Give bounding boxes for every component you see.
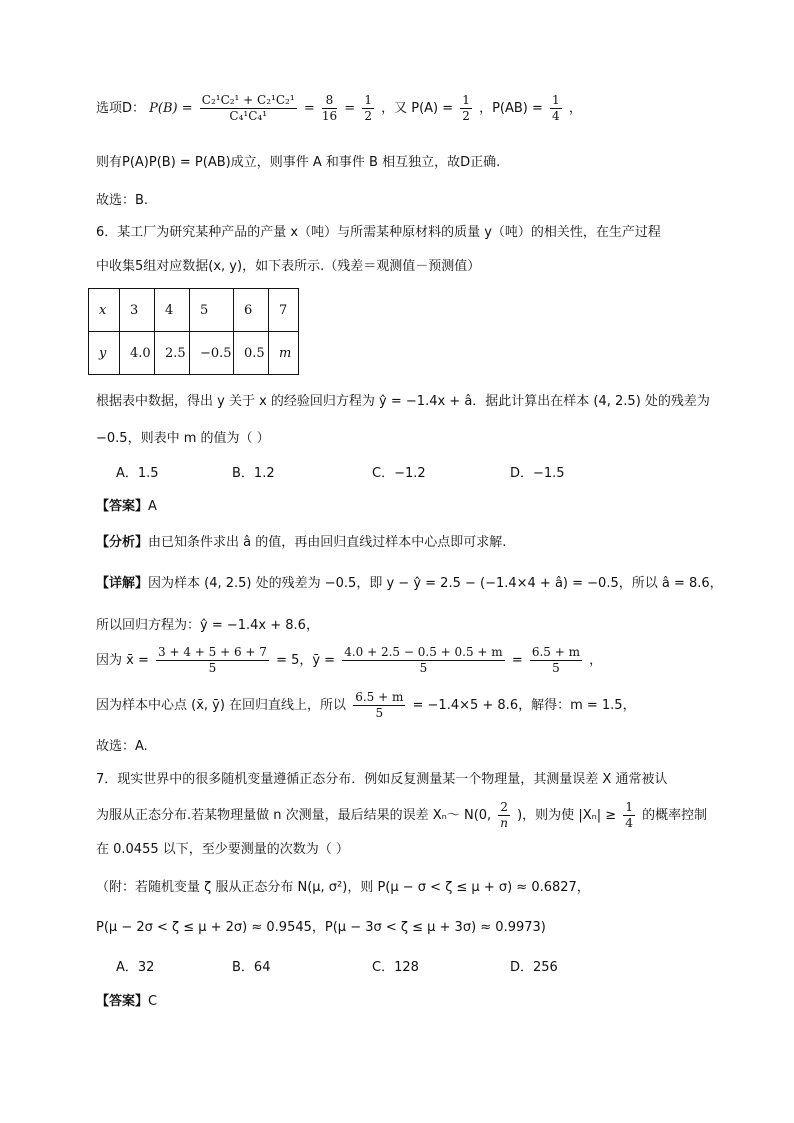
detail-line-4	[96, 690, 636, 721]
xbar-fraction	[156, 645, 269, 676]
answer-value: C	[148, 994, 158, 1009]
q6-select: 故选：A.	[96, 739, 148, 754]
q7-answer	[96, 990, 157, 1009]
frac-den: 2	[364, 109, 372, 123]
option-a: A．1.5	[116, 466, 159, 481]
q7-options	[116, 956, 558, 975]
ybar-text: = 5，ȳ =	[276, 653, 336, 668]
option-b: B．1.2	[232, 466, 275, 481]
frac-den: 5	[419, 661, 428, 675]
data-table	[88, 288, 299, 375]
option-b: B．64	[232, 960, 271, 975]
q6-stem-4: −0.5，则表中 m 的值为（ ）	[96, 431, 270, 446]
option-a: A．32	[116, 960, 155, 975]
frac-den: 5	[375, 706, 384, 720]
q7-stem-2c: 的概率控制	[642, 808, 708, 823]
table-cell: 4	[155, 289, 190, 332]
equals: =	[344, 101, 356, 116]
q7-note-2: P(μ − 2σ < ζ ≤ μ + 2σ) ≈ 0.9545，P(μ − 3σ < ζ ≤ μ + 3σ) ≈ 0.9973)	[96, 920, 546, 935]
center-text: 因为样本中心点 (x̄, ȳ) 在回归直线上，所以	[96, 698, 347, 713]
q6-answer	[96, 495, 157, 514]
pb-numerator: C₂¹C₂¹ + C₂¹C₂¹	[201, 93, 295, 107]
q7-stem-2b: )，则为使 |Xₙ| ≥	[517, 808, 617, 823]
frac-den: 4	[552, 109, 560, 123]
q6-options	[116, 462, 565, 481]
analysis-tag: 【分析】	[96, 535, 149, 550]
table-cell: 7	[269, 289, 299, 332]
center-fraction	[353, 690, 405, 721]
xbar-text: 因为 x̄ =	[96, 653, 149, 668]
analysis-text: 由已知条件求出 â 的值，再由回归直线过样本中心点即可求解.	[148, 535, 507, 550]
frac-num: 4.0 + 2.5 − 0.5 + 0.5 + m	[344, 645, 503, 659]
option-d: D．256	[510, 960, 558, 975]
option-d-label: 选项D：	[96, 101, 146, 116]
detail-line-3	[96, 645, 602, 676]
table-cell: 0.5	[234, 332, 269, 375]
pb-text: P(B) =	[149, 101, 193, 116]
independence-line: 则有P(A)P(B) = P(AB)成立，则事件 A 和事件 B 相互独立，故D正确.	[96, 155, 501, 170]
table-cell: −0.5	[190, 332, 234, 375]
q7-stem-2	[96, 800, 707, 831]
option-c: C．−1.2	[372, 466, 426, 481]
q7-note-1: （附：若随机变量 ζ 服从正态分布 N(μ, σ²)，则 P(μ − σ < ζ ≤ μ + σ) ≈ 0.6827，	[96, 880, 590, 895]
detail-line-2: 所以回归方程为：ŷ = −1.4x + 8.6，	[96, 618, 319, 633]
frac-num: 1	[552, 93, 560, 107]
table-cell: x	[89, 289, 120, 332]
frac-num: 3 + 4 + 5 + 6 + 7	[158, 645, 267, 659]
table-cell: 4.0	[120, 332, 155, 375]
q6-stem-2: 中收集5组对应数据(x, y)，如下表所示.（残差＝观测值－预测值）	[96, 259, 481, 274]
table-row	[89, 332, 299, 375]
detail-tag: 【详解】	[96, 576, 149, 591]
frac-den: 5	[552, 661, 560, 675]
frac-den: 4	[625, 816, 633, 830]
table-cell: 6	[234, 289, 269, 332]
answer-tag: 【答案】	[96, 499, 149, 514]
q7-stem-1: 7．现实世界中的很多随机变量遵循正态分布．例如反复测量某一个物理量，其测量误差 X 通常被认	[96, 772, 668, 787]
frac-num: 8	[322, 93, 337, 109]
fraction-pa	[460, 93, 472, 124]
table-cell: 2.5	[155, 332, 190, 375]
table-row	[89, 289, 299, 332]
q6-analysis	[96, 531, 506, 550]
answer-tag: 【答案】	[96, 994, 149, 1009]
frac-num: 6.5 + m	[355, 690, 404, 704]
ybar-fraction	[342, 645, 504, 676]
q6-detail	[96, 572, 723, 591]
pb-fraction	[200, 93, 297, 124]
fraction-pab	[550, 93, 562, 124]
equals: =	[303, 101, 315, 116]
frac-num: 1	[462, 93, 470, 107]
pa-text: ，又 P(A) =	[381, 101, 454, 116]
threshold-fraction	[623, 800, 635, 831]
frac-num: 6.5 + m	[531, 645, 581, 659]
frac-den: 5	[208, 661, 217, 675]
fraction-8-16	[322, 93, 337, 124]
pb-denominator: C₄¹C₄¹	[229, 109, 268, 123]
option-d: D．−1.5	[510, 466, 565, 481]
q6-stem-1: 6．某工厂为研究某种产品的产量 x（吨）与所需某种原材料的质量 y（吨）的相关性，在生产过程	[96, 225, 661, 240]
solve-text: = −1.4×5 + 8.6，解得：m = 1.5，	[412, 698, 636, 713]
q7-stem-3: 在 0.0455 以下，至少要测量的次数为（ ）	[96, 842, 349, 857]
frac-den: 16	[321, 109, 338, 123]
q6-stem-3: 根据表中数据，得出 y 关于 x 的经验回归方程为 ŷ = −1.4x + â．据此计算出在样本 (4, 2.5) 处的残差为	[96, 394, 710, 409]
frac-num: 2	[500, 800, 508, 814]
q7-stem-2a: 为服从正态分布.若某物理量做 n 次测量，最后结果的误差 Xₙ～ N(0,	[96, 808, 492, 823]
ybar-simplified	[530, 645, 582, 676]
table-cell: 5	[190, 289, 234, 332]
frac-den: 2	[462, 109, 470, 123]
option-d-line	[96, 93, 582, 124]
frac-num: 1	[625, 800, 633, 814]
equals: =	[511, 653, 523, 668]
fraction-1-2	[362, 93, 374, 124]
pab-text: ，P(AB) =	[479, 101, 543, 116]
answer-value: A	[148, 499, 157, 514]
comma: ，	[568, 101, 582, 116]
frac-num: 1	[364, 93, 372, 107]
detail-line-1: 因为样本 (4, 2.5) 处的残差为 −0.5，即 y − ŷ = 2.5 − (−1.4×4 + â) = −0.5，所以 â = 8.6，	[148, 576, 723, 591]
comma: ，	[589, 653, 603, 668]
variance-fraction	[498, 800, 510, 831]
option-c: C．128	[372, 960, 419, 975]
prev-select: 故选：B.	[96, 193, 149, 208]
frac-den: n	[500, 816, 509, 830]
table-cell: m	[269, 332, 299, 375]
table-cell: y	[89, 332, 120, 375]
table-cell: 3	[120, 289, 155, 332]
